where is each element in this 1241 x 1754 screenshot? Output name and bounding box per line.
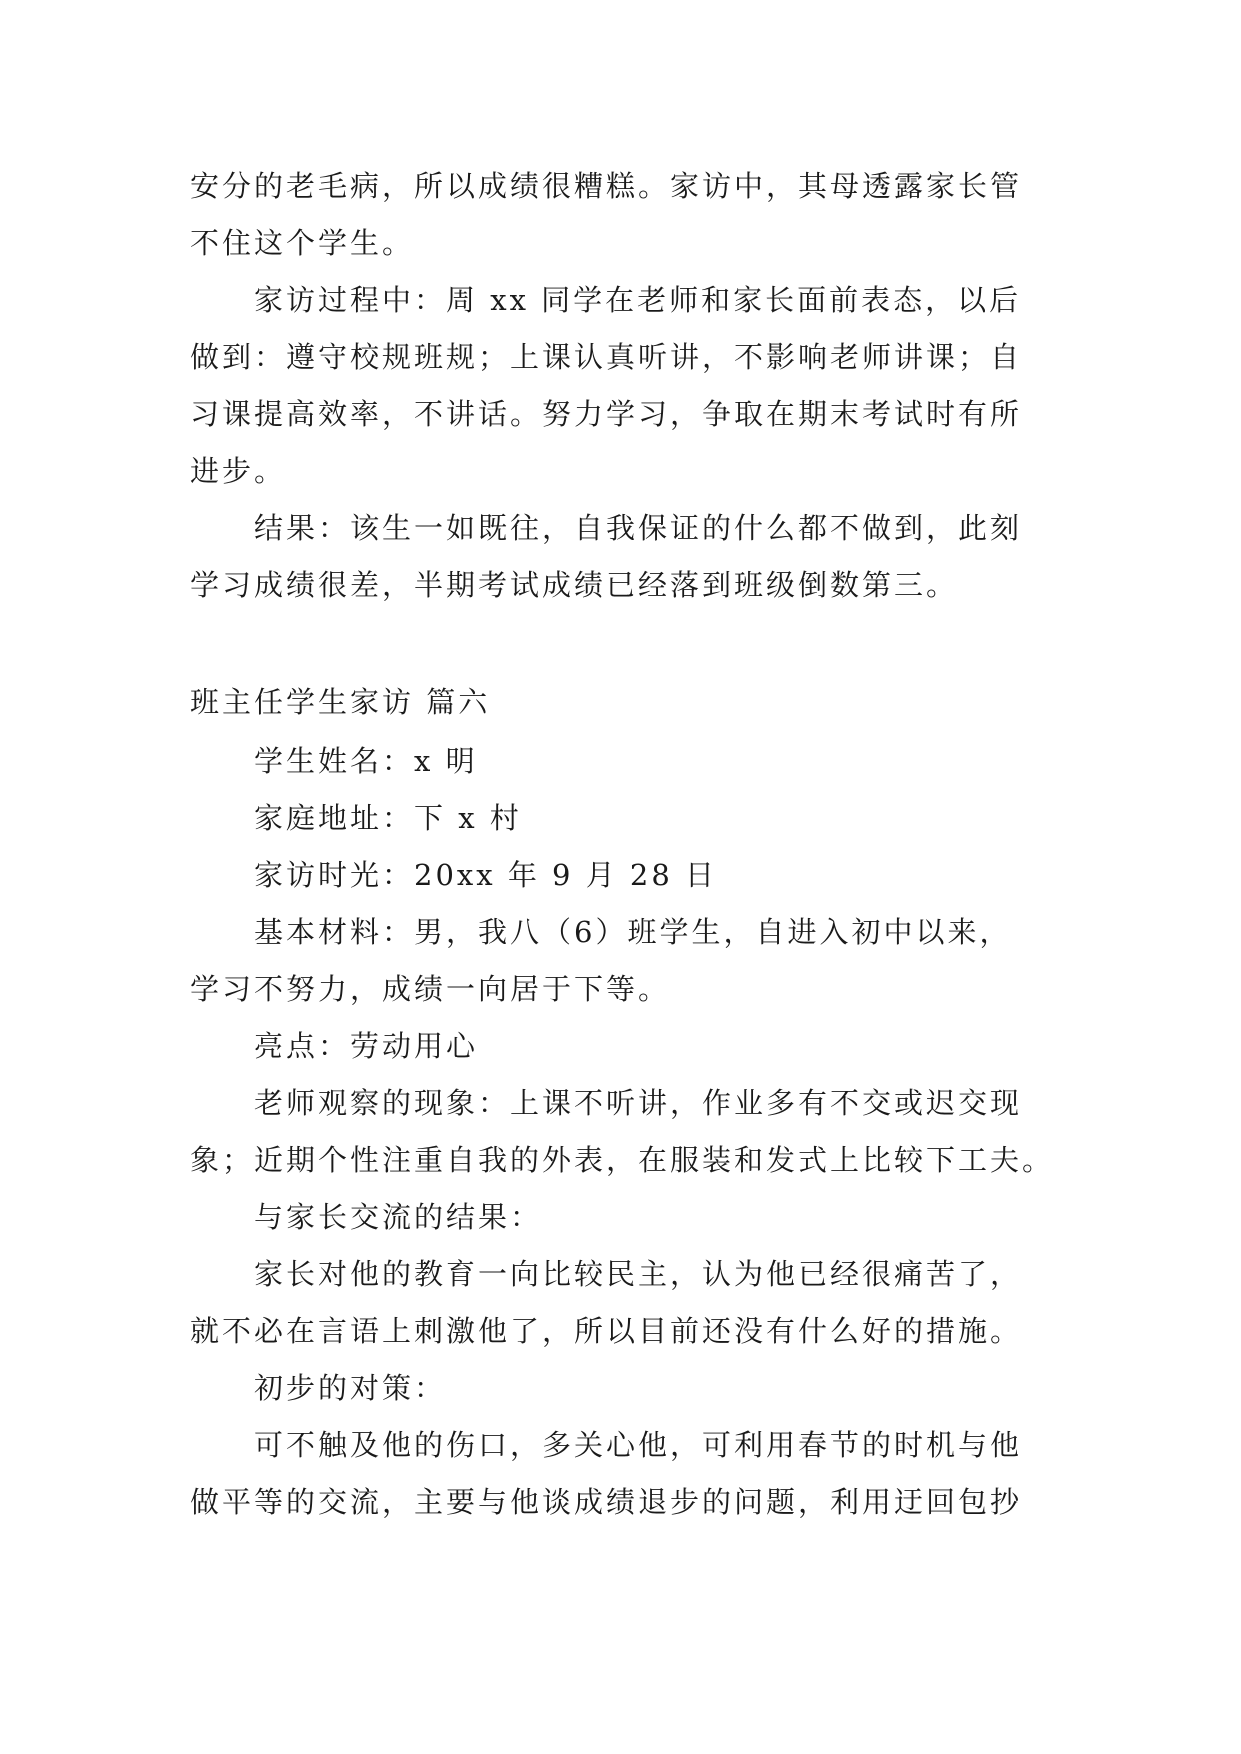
text-line: 不住这个学生。 <box>190 226 415 260</box>
text-line: 象；近期个性注重自我的外表，在服装和发式上比较下工夫。 <box>190 1143 1055 1177</box>
text-line: 学习成绩很差，半期考试成绩已经落到班级倒数第三。 <box>190 568 959 602</box>
text-line: 与家长交流的结果： <box>254 1200 543 1234</box>
text-line: 家庭地址：下 x 村 <box>254 801 522 835</box>
text-line: 学生姓名：x 明 <box>254 744 478 778</box>
text-line: 亮点：劳动用心 <box>254 1029 479 1063</box>
text-line: 初步的对策： <box>254 1371 447 1405</box>
text-line: 学习不努力，成绩一向居于下等。 <box>190 972 671 1006</box>
text-line: 家长对他的教育一向比较民主，认为他已经很痛苦了， <box>254 1257 1023 1291</box>
section-heading: 班主任学生家访 篇六 <box>190 685 491 719</box>
text-line: 习课提高效率，不讲话。努力学习，争取在期末考试时有所 <box>190 397 1023 431</box>
text-line: 进步。 <box>190 454 287 488</box>
text-line: 安分的老毛病，所以成绩很糟糕。家访中，其母透露家长管 <box>190 169 1023 203</box>
text-line: 结果：该生一如既往，自我保证的什么都不做到，此刻 <box>254 511 1023 545</box>
text-line: 就不必在言语上刺激他了，所以目前还没有什么好的措施。 <box>190 1314 1023 1348</box>
text-line: 家访时光：20xx 年 9 月 28 日 <box>254 858 718 892</box>
text-line: 可不触及他的伤口，多关心他，可利用春节的时机与他 <box>254 1428 1023 1462</box>
text-line: 基本材料：男，我八（6）班学生，自进入初中以来， <box>254 915 1012 949</box>
text-line: 老师观察的现象：上课不听讲，作业多有不交或迟交现 <box>254 1086 1023 1120</box>
text-line: 家访过程中：周 xx 同学在老师和家长面前表态，以后 <box>254 283 1022 317</box>
text-line: 做平等的交流，主要与他谈成绩退步的问题，利用迂回包抄 <box>190 1485 1023 1519</box>
text-line: 做到：遵守校规班规；上课认真听讲，不影响老师讲课；自 <box>190 340 1023 374</box>
